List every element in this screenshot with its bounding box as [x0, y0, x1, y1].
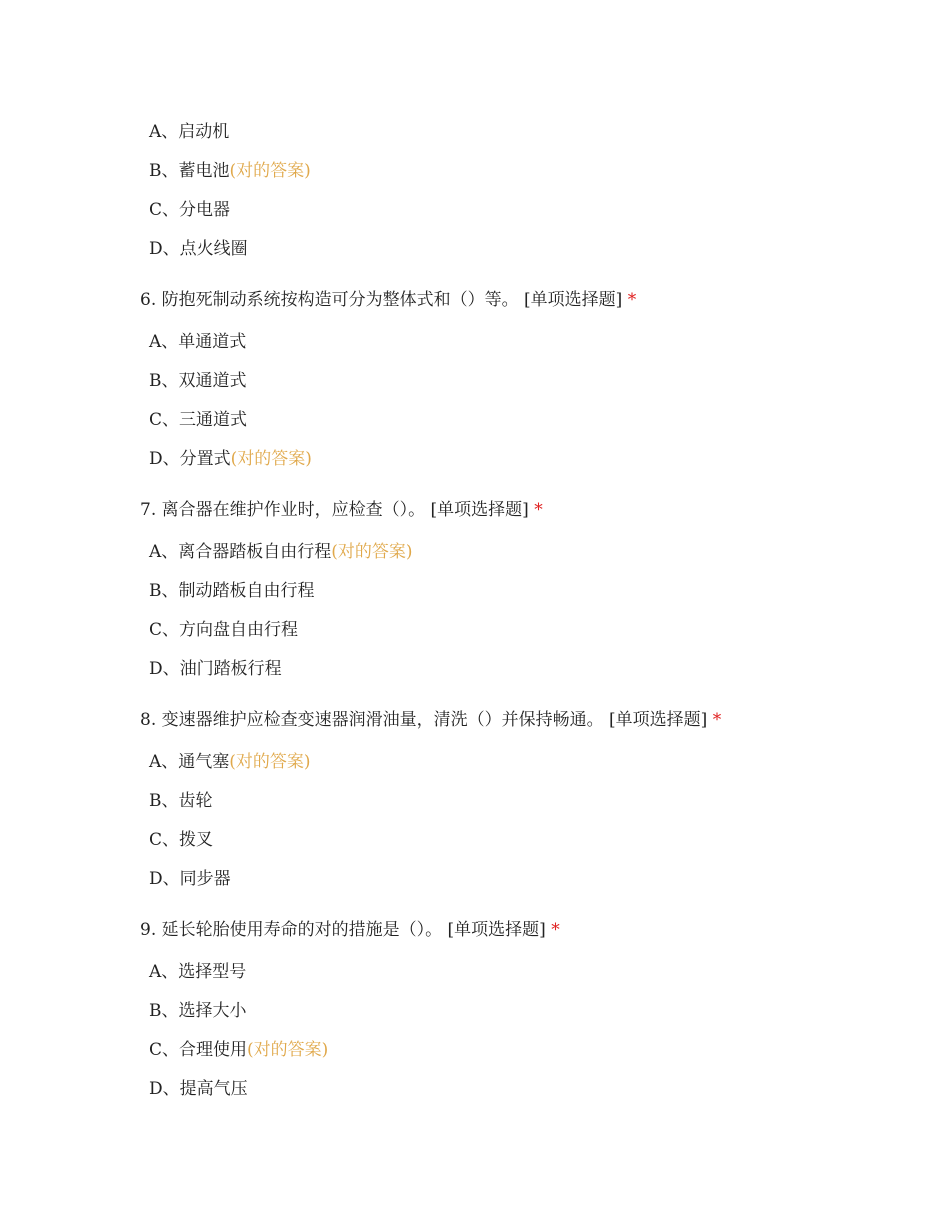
q7-option-c: C、方向盘自由行程: [149, 620, 299, 640]
correct-answer-marker: (对的答案): [229, 161, 311, 181]
question-text: 9. 延长轮胎使用寿命的对的措施是（）。 [单项选择题]: [140, 920, 546, 940]
q7-option-b: B、制动踏板自由行程: [149, 581, 315, 601]
question-7: [140, 499, 543, 521]
q8-option-b: B、齿轮: [149, 791, 213, 811]
q5-option-b: B、蓄电池(对的答案): [149, 161, 311, 181]
q9-option-b: B、选择大小: [149, 1001, 247, 1021]
q6-option-d: D、分置式(对的答案): [149, 449, 312, 469]
q5-option-d: D、点火线圈: [149, 239, 248, 259]
question-8: [140, 709, 721, 731]
correct-answer-marker: (对的答案): [331, 542, 413, 562]
q8-option-c: C、拨叉: [149, 830, 214, 850]
question-text: 8. 变速器维护应检查变速器润滑油量，清洗（）并保持畅通。 [单项选择题]: [140, 710, 708, 730]
q9-option-c: C、合理使用(对的答案): [149, 1040, 329, 1060]
q7-option-a: A、离合器踏板自由行程(对的答案): [149, 542, 413, 562]
q8-option-a: A、通气塞(对的答案): [149, 752, 311, 772]
q5-option-c: C、分电器: [149, 200, 231, 220]
question-text: 7. 离合器在维护作业时，应检查（）。 [单项选择题]: [140, 500, 529, 520]
q9-option-a: A、选择型号: [149, 962, 247, 982]
required-marker: *: [534, 500, 543, 520]
question-6: [140, 289, 636, 311]
q6-option-c: C、三通道式: [149, 410, 248, 430]
q5-option-a: A、启动机: [149, 122, 230, 142]
q8-option-d: D、同步器: [149, 869, 231, 889]
q6-option-b: B、双通道式: [149, 371, 247, 391]
question-text: 6. 防抱死制动系统按构造可分为整体式和（）等。 [单项选择题]: [140, 290, 623, 310]
correct-answer-marker: (对的答案): [230, 449, 312, 469]
correct-answer-marker: (对的答案): [229, 752, 311, 772]
correct-answer-marker: (对的答案): [247, 1040, 329, 1060]
q9-option-d: D、提高气压: [149, 1079, 248, 1099]
q7-option-d: D、油门踏板行程: [149, 659, 282, 679]
required-marker: *: [627, 290, 637, 310]
required-marker: *: [551, 920, 560, 940]
q6-option-a: A、单通道式: [149, 332, 247, 352]
question-9: [140, 919, 560, 941]
required-marker: *: [712, 710, 722, 730]
